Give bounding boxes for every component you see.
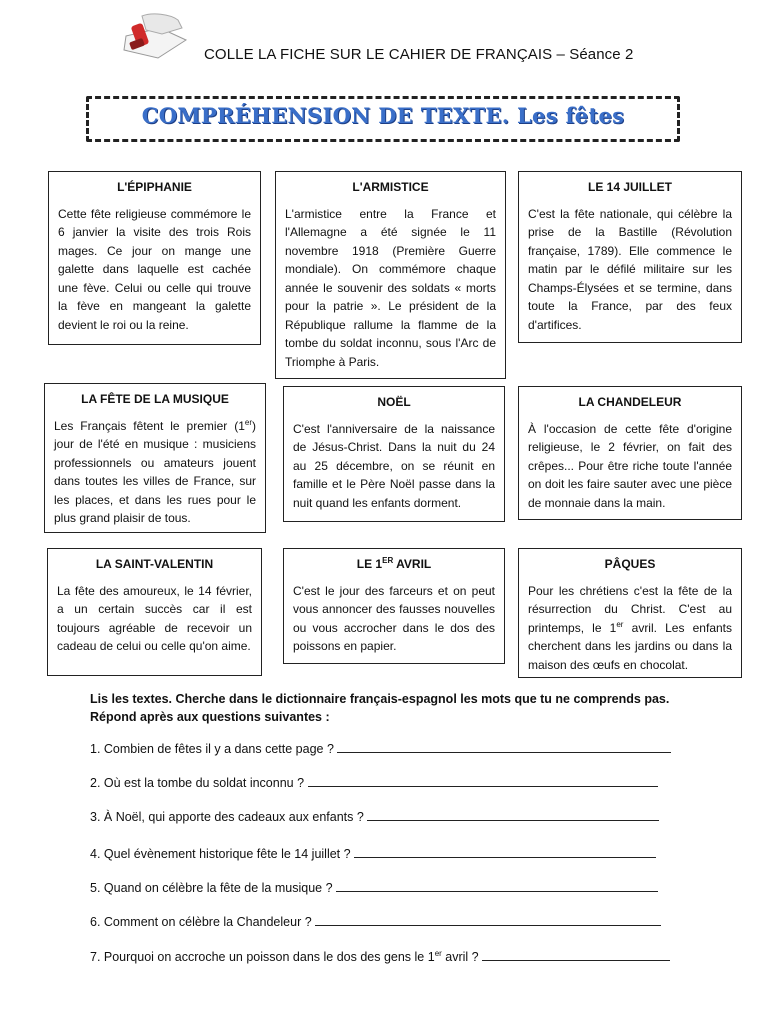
answer-line[interactable] — [308, 774, 658, 787]
box-fete-musique — [44, 383, 266, 533]
box-noel — [283, 386, 505, 522]
instructions-line-1: Lis les textes. Cherche dans le dictionnaire français-espagnol les mots que tu ne comprends pas. — [90, 692, 670, 706]
box-title: L'ARMISTICE — [352, 180, 429, 194]
glue-hand-icon — [112, 6, 192, 66]
box-text: Les Français fêtent le premier (1er) jour de l'été en musique : musiciens professionnels ou amateurs jouent dans toutes les villes de France, sur les places, et dans les rues pour le plus grand plaisir de tous. — [54, 417, 256, 525]
box-saint-valentin — [47, 548, 262, 676]
answer-line[interactable] — [337, 740, 671, 753]
box-armistice — [275, 171, 506, 379]
box-1er-avril — [283, 548, 505, 664]
box-title: NOËL — [377, 395, 411, 409]
question-6: 6. Comment on célèbre la Chandeleur ? — [90, 913, 661, 929]
box-title: LE 14 JUILLET — [587, 180, 673, 194]
page-title: COMPRÉHENSION DE TEXTE. Les fêtes — [141, 103, 625, 128]
box-text: L'armistice entre la France et l'Allemagne a été signée le 11 novembre 1918 (Première Guerre mondiale). On commémore chaque année le souvenir des soldats « morts pour la patrie ». Le président de la République rallume la flamme de la tombe du soldat inconnu, sous l'Arc de Triomphe à Paris. — [285, 206, 496, 369]
answer-line[interactable] — [315, 913, 661, 926]
answer-line[interactable] — [482, 948, 670, 961]
question-3: 3. À Noël, qui apporte des cadeaux aux enfants ? — [90, 808, 659, 824]
box-text: À l'occasion de cette fête d'origine religieuse, le 2 février, on fait des crêpes... Pour être riche toute l'année on doit les faire sauter avec une pièce de monnaie dans la main. — [528, 421, 732, 510]
question-1: 1. Combien de fêtes il y a dans cette page ? — [90, 740, 671, 756]
box-title: LA CHANDELEUR — [578, 395, 682, 409]
header-instruction: COLLE LA FICHE SUR LE CAHIER DE FRANÇAIS – Séance 2 — [204, 46, 634, 63]
answer-line[interactable] — [354, 845, 656, 858]
box-text: Cette fête religieuse commémore le 6 janvier la visite des trois Rois mages. Ce jour on mange une galette dans laquelle est cachée une fève. Celui ou celle qui trouve la fève en mangeant la galette devient le roi ou la reine. — [58, 206, 251, 332]
box-title: PÂQUES — [604, 557, 656, 571]
box-title: LA SAINT-VALENTIN — [95, 557, 214, 571]
box-text: C'est le jour des farceurs et on peut vous annoncer des fausses nouvelles ou vous accrocher dans le dos des poissons en papier. — [293, 583, 495, 653]
instructions-line-2: Répond après aux questions suivantes : — [90, 710, 330, 724]
box-text: La fête des amoureux, le 14 février, a un certain succès car il est toujours agréable de recevoir un cadeau de celui ou celle qu'on aime. — [57, 583, 252, 653]
box-chandeleur — [518, 386, 742, 520]
question-5: 5. Quand on célèbre la fête de la musique ? — [90, 879, 658, 895]
box-title: LA FÊTE DE LA MUSIQUE — [81, 392, 229, 406]
box-text: Pour les chrétiens c'est la fête de la résurrection du Christ. C'est au printemps, le 1er avril. Les enfants cherchent dans les jardins ou dans la maison des œufs en chocolat. — [528, 583, 732, 672]
box-14-juillet — [518, 171, 742, 343]
answer-line[interactable] — [336, 879, 658, 892]
answer-line[interactable] — [367, 808, 659, 821]
box-text: C'est la fête nationale, qui célèbre la prise de la Bastille (Révolution française, 1789). Elle commence le matin par le défilé militaire sur les Champs-Élysées et se termine, dans toute la France, par des feux d'artifices. — [528, 206, 732, 332]
box-paques — [518, 548, 742, 678]
box-title: LE 1ER AVRIL — [356, 556, 432, 571]
box-epiphanie — [48, 171, 261, 345]
box-text: C'est l'anniversaire de la naissance de Jésus-Christ. Dans la nuit du 24 au 25 décembre, on se réunit en famille et le Père Noël passe dans la nuit quand les enfants dorment. — [293, 421, 495, 510]
instructions — [90, 690, 669, 726]
question-2: 2. Où est la tombe du soldat inconnu ? — [90, 774, 658, 790]
box-title: L'ÉPIPHANIE — [117, 180, 192, 194]
question-4: 4. Quel évènement historique fête le 14 juillet ? — [90, 845, 656, 861]
question-7: 7. Pourquoi on accroche un poisson dans le dos des gens le 1er avril ? — [90, 948, 670, 964]
